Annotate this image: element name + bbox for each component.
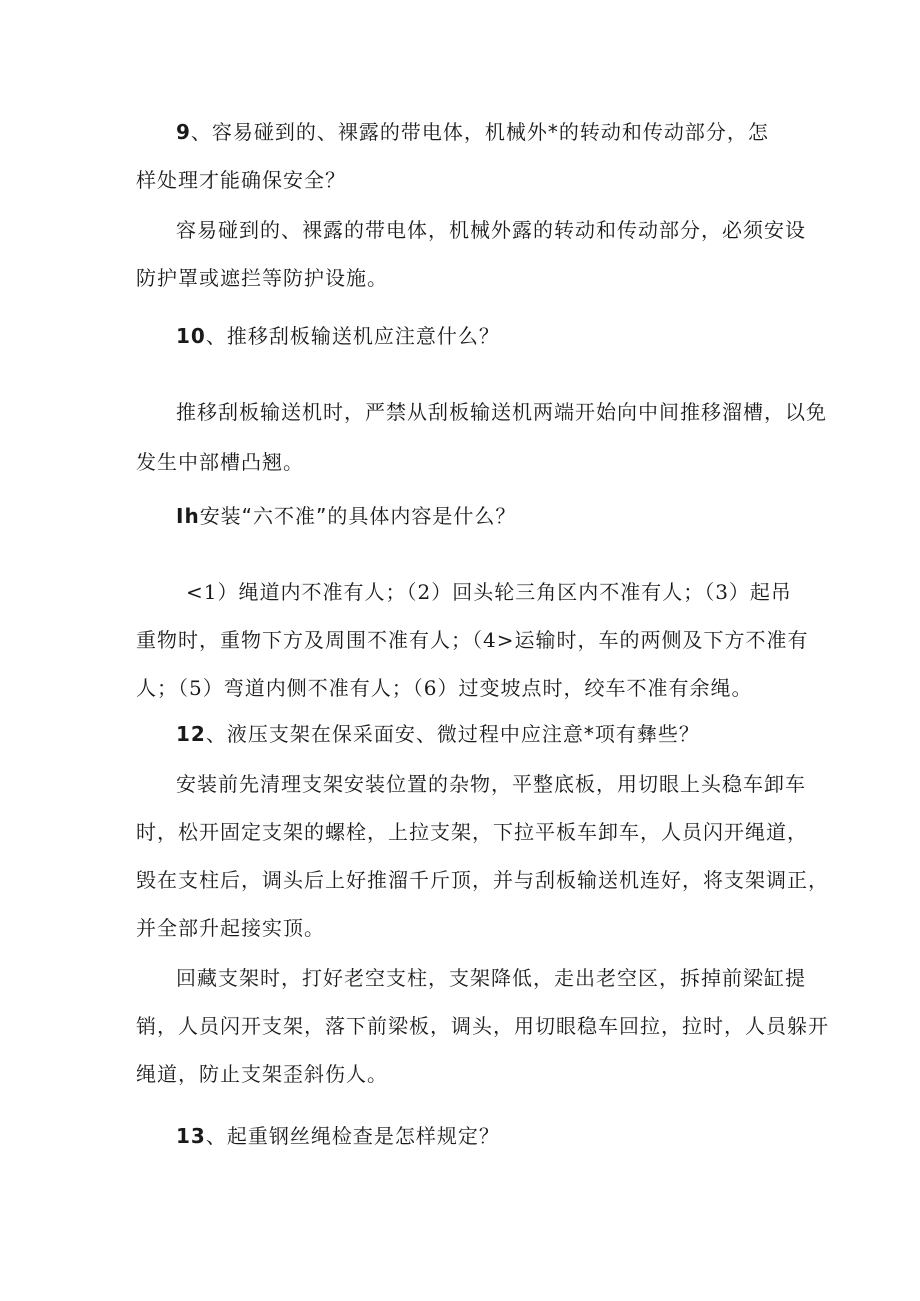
question-12-answer-line-3: 毁在支柱后，调头后上好推溜千斤顶，并与刮板输送机连好，将支架调正，	[136, 868, 829, 892]
question-10-title	[176, 322, 500, 350]
question-13-number: 13	[176, 1124, 206, 1148]
question-11-answer-line-2: 重物时，重物下方及周围不准有人；（4>运输时，车的两侧及下方不准有	[136, 628, 809, 652]
question-12-number: 12	[176, 722, 206, 746]
question-9-answer-line-1: 容易碰到的、裸露的带电体，机械外露的转动和传动部分，必须安设	[176, 218, 806, 242]
question-12-answer-line-1: 安装前先清理支架安装位置的杂物，平整底板，用切眼上头稳车卸车	[176, 772, 806, 796]
question-9-answer-line-2: 防护罩或遮拦等防护设施。	[136, 266, 388, 290]
question-11-number: Ih	[176, 504, 200, 528]
question-11-title	[176, 502, 516, 530]
question-12-answer-line-6: 销，人员闪开支架，落下前梁板，调头，用切眼稳车回拉，拉时，人员躲开	[136, 1014, 829, 1038]
question-10-answer-line-2: 发生中部槽凸翘。	[136, 450, 304, 474]
question-12-title	[176, 720, 700, 748]
question-12-answer-line-4: 并全部升起接实顶。	[136, 916, 325, 940]
question-10-answer-line-1: 推移刮板输送机时，严禁从刮板输送机两端开始向中间推移溜槽，以免	[176, 400, 827, 424]
question-13-title-text: 、起重钢丝绳检查是怎样规定？	[205, 1124, 500, 1148]
question-9-number: 9	[176, 120, 191, 144]
question-9-title-line-2: 样处理才能确保安全？	[136, 168, 346, 192]
question-12-title-text: 、液压支架在保采面安、微过程中应注意*项有彝些？	[205, 722, 700, 746]
question-11-answer-line-3: 人；（5）弯道内侧不准有人；（6）过变坡点时，绞车不准有余绳。	[136, 676, 753, 700]
question-11-answer-line-1: <1）绳道内不准有人；（2）回头轮三角区内不准有人；（3）起吊	[186, 580, 792, 604]
question-13-title	[176, 1122, 500, 1150]
question-10-number: 10	[176, 324, 206, 348]
question-12-answer-line-2: 时，松开固定支架的螺栓，上拉支架，下拉平板车卸车，人员闪开绳道，	[136, 820, 808, 844]
question-12-answer-line-5: 回藏支架时，打好老空支柱，支架降低，走出老空区，拆掉前梁缸提	[176, 966, 806, 990]
question-11-title-text: 安装“六不准”的具体内容是什么？	[199, 504, 517, 528]
question-12-answer-line-7: 绳道，防止支架歪斜伤人。	[136, 1062, 388, 1086]
question-9-title-line-1	[176, 118, 769, 146]
question-10-title-text: 、推移刮板输送机应注意什么？	[205, 324, 500, 348]
question-9-title-text: 、容易碰到的、裸露的带电体，机械外*的转动和传动部分，怎	[190, 120, 769, 144]
